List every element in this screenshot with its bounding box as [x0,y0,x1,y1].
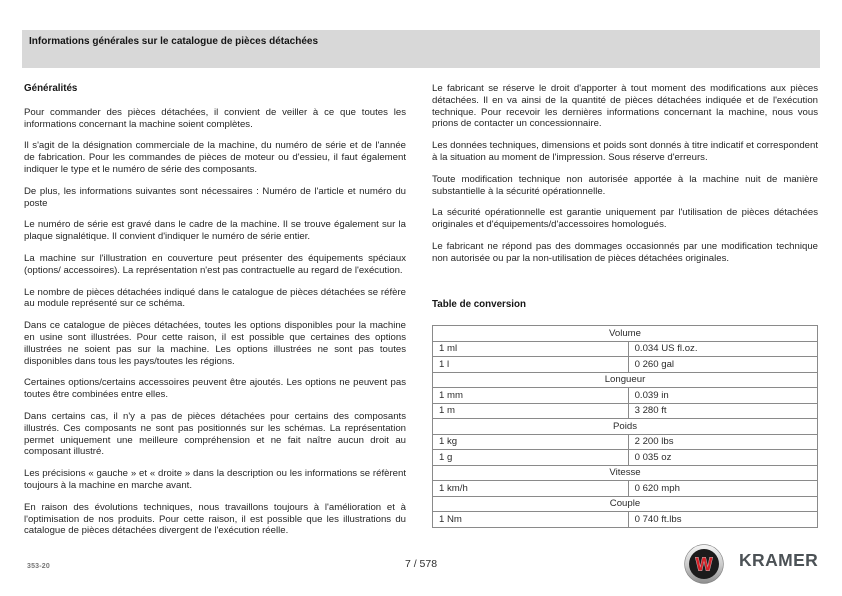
paragraph: Pour commander des pièces détachées, il convient de veiller à ce que toutes les informations concernant la machine soient complètes. [24,106,406,130]
document-number: 353-20 [27,563,50,570]
paragraph: Le nombre de pièces détachées indiqué dans le catalogue de pièces détachées se réfère au module représenté sur ce schéma. [24,286,406,310]
paragraph: La sécurité opérationnelle est garantie uniquement par l'utilisation de pièces détachées originales et d'équipements/d'accessoires homologués. [432,207,818,231]
table-cell-metric: 1 km/h [433,481,629,497]
left-text-column [24,83,406,547]
paragraph: Le fabricant ne répond pas des dommages occasionnés par une modification technique non autorisée ou par la non-utilisation de pièces détachées originales. [432,240,818,264]
table-section-row [433,496,818,512]
paragraph: Les données techniques, dimensions et poids sont donnés à titre indicatif et correspondent à la situation au moment de l'impression. Sous réserve d'erreurs. [432,140,818,163]
table-cell-metric: 1 mm [433,388,629,404]
paragraph: Le fabricant se réserve le droit d'apporter à tout moment des modifications aux pièces détachées. Il en va ainsi de la quantité de pièces détachées indiquée et de l'exécution technique. Pour recevoir les dernières informations concernant la machine, nous vous prions de contacter un concessionnaire. [432,83,818,130]
table-cell-metric: 1 m [433,403,629,419]
table-cell-imperial: 0 260 gal [628,357,817,373]
table-cell-imperial: 0.034 US fl.oz. [628,341,817,357]
w-badge-icon [684,544,724,589]
generalites-heading: Généralités [24,83,78,94]
table-section-row [433,419,818,435]
section-header-bar [22,30,820,68]
table-section-header: Poids [433,419,818,435]
paragraph: Les précisions « gauche » et « droite » dans la description ou les informations se réfèrent toujours à la machine en marche avant. [24,468,406,491]
paragraph: Toute modification technique non autorisée apportée à la machine nuit de manière substantielle à la sécurité opérationnelle. [432,173,818,197]
table-cell-metric: 1 kg [433,434,629,450]
table-cell-metric: 1 ml [433,341,629,357]
conversion-table [432,325,818,528]
table-row [433,388,818,404]
table-section-header: Vitesse [433,465,818,481]
table-row [433,481,818,497]
paragraph: Dans ce catalogue de pièces détachées, toutes les options disponibles pour la machine en usine sont illustrées. Pour cette raison, il est possible que certaines des options illustrées ne soient pas sur la machine. Les options illustrées ne sont pas toutes disponibles dans tous les pays/toutes les régions. [24,320,406,367]
table-row [433,512,818,528]
table-cell-imperial: 2 200 lbs [628,434,817,450]
paragraph: Le numéro de série est gravé dans le cadre de la machine. Il se trouve également sur la plaque signalétique. Il convient d'indiquer le numéro de série entier. [24,219,406,243]
table-cell-imperial: 3 280 ft [628,403,817,419]
table-cell-imperial: 0 740 ft.lbs [628,512,817,528]
table-cell-metric: 1 Nm [433,512,629,528]
table-row [433,403,818,419]
table-cell-metric: 1 l [433,357,629,373]
conversion-table-heading: Table de conversion [432,298,527,310]
table-row [433,434,818,450]
table-cell-imperial: 0 035 oz [628,450,817,466]
logo-letter: W [695,554,713,574]
paragraph: En raison des évolutions techniques, nous travaillons toujours à l'amélioration et à l'optimisation de nos produits. Pour cette raison, il est possible que les illustrations du catalogue de pièces détachées divergent de l'exécution réelle. [24,501,406,537]
page-number-indicator: 7 / 578 [404,558,438,570]
table-section-header: Volume [433,326,818,342]
table-cell-imperial: 0 620 mph [628,481,817,497]
paragraph: Certaines options/certains accessoires peuvent être ajoutés. Les options ne peuvent pas toutes être combinées entre elles. [24,377,406,401]
table-section-row [433,465,818,481]
table-cell-imperial: 0.039 in [628,388,817,404]
table-row [433,450,818,466]
table-row [433,357,818,373]
table-row [433,341,818,357]
kramer-logo [684,546,818,586]
paragraph: De plus, les informations suivantes sont nécessaires : Numéro de l'article et numéro du poste [24,185,406,209]
paragraph: Il s'agit de la désignation commerciale de la machine, du numéro de série et de l'année de fabrication. Pour les commandes de pièces de moteur ou d'essieu, il faut également indiquer le type et le numéro de série des composants. [24,140,406,175]
table-section-row [433,372,818,388]
brand-wordmark: KRAMER [739,549,819,570]
paragraph: Dans certains cas, il n'y a pas de pièces détachées pour certains des composants illustrés. Ces composants ne sont pas positionnés sur les schémas. La représentation permet uniquement une meilleure compréhension et ne fait naître aucun droit au composant illustré. [24,410,406,458]
table-cell-metric: 1 g [433,450,629,466]
table-section-row [433,326,818,342]
table-section-header: Couple [433,496,818,512]
right-text-column [432,83,818,528]
paragraph: La machine sur l'illustration en couverture peut présenter des équipements spéciaux (options/ accessoires). La représentation n'est pas contractuelle au regard de l'exécution. [24,252,406,276]
page-title: Informations générales sur le catalogue de pièces détachées [29,36,318,47]
table-section-header: Longueur [433,372,818,388]
